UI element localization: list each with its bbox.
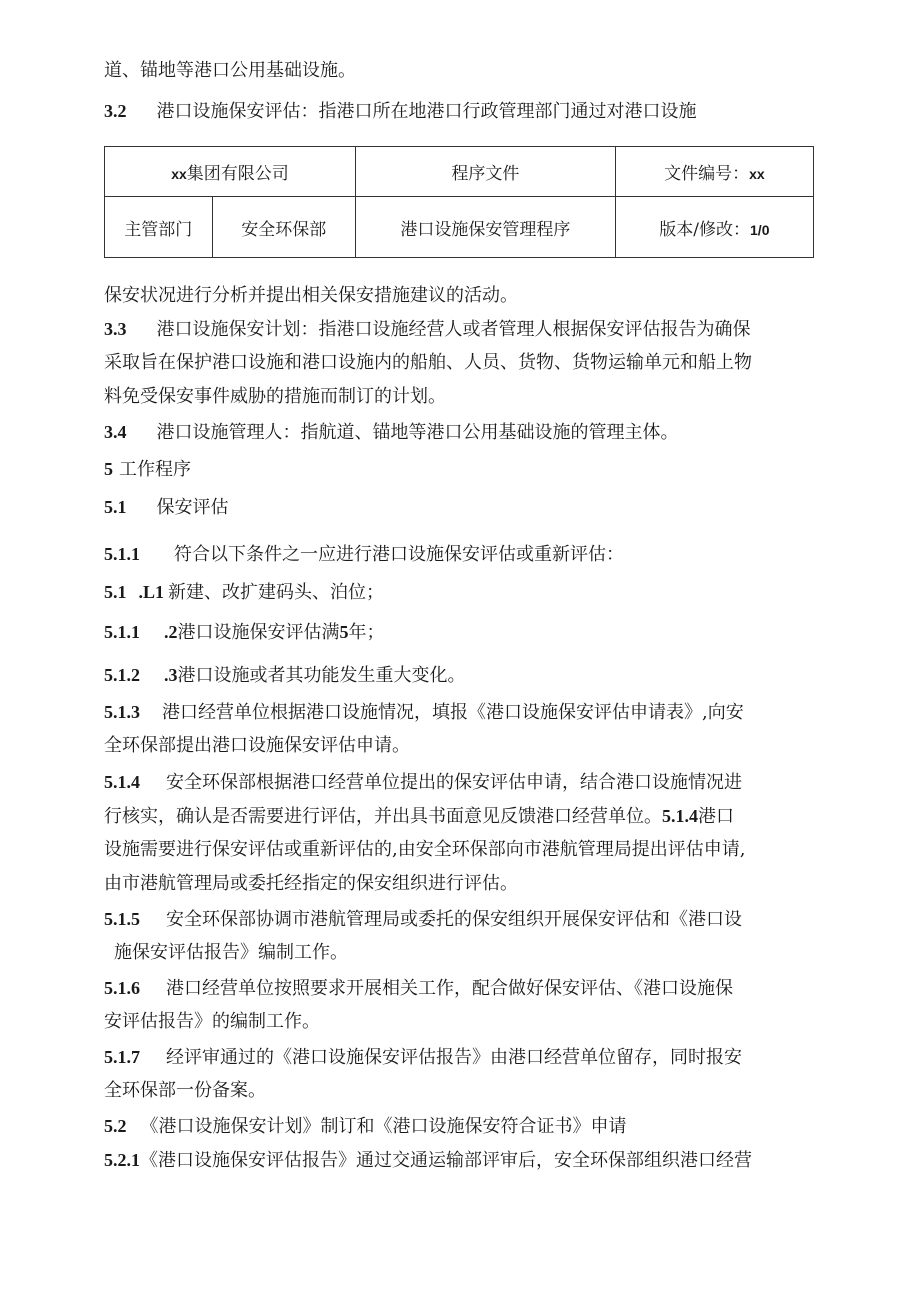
section-5-1-5 bbox=[104, 906, 742, 933]
doc-number-cell bbox=[615, 147, 813, 197]
paragraph-line bbox=[104, 803, 734, 830]
section-number-suffix: .L1 bbox=[138, 582, 165, 602]
section-number: 5.1.4 bbox=[662, 806, 698, 826]
section-text: 港口设施管理人：指航道、锚地等港口公用基础设施的管理主体。 bbox=[156, 422, 679, 443]
doc-title-cell: 港口设施保安管理程序 bbox=[355, 197, 615, 258]
paragraph-line: 道、锚地等港口公用基础设施。 bbox=[104, 60, 356, 81]
section-number: 3.3 bbox=[104, 319, 127, 339]
section-5-1-6 bbox=[104, 975, 733, 1002]
section-number: 5.1.1 bbox=[104, 544, 140, 564]
paragraph-line: 施保安评估报告》编制工作。 bbox=[114, 942, 348, 963]
section-text: 港口 bbox=[698, 806, 734, 827]
section-text: 港口设施或者其功能发生重大变化。 bbox=[177, 665, 466, 686]
section-text: 安全环保部协调市港航管理局或委托的保安组织开展保安评估和《港口设 bbox=[166, 909, 742, 930]
section-number: 5.1 bbox=[104, 497, 127, 517]
section-3-2 bbox=[104, 98, 697, 125]
section-number: 5.1 bbox=[104, 582, 127, 602]
section-5 bbox=[104, 456, 191, 483]
section-number: 5.1.7 bbox=[104, 1047, 140, 1067]
paragraph-line: 安评估报告》的编制工作。 bbox=[104, 1011, 320, 1032]
paragraph-line: 由市港航管理局或委托经指定的保安组织进行评估。 bbox=[104, 873, 518, 894]
section-5-1 bbox=[104, 494, 229, 521]
section-number: 5.1.3 bbox=[104, 702, 140, 722]
doc-type-cell: 程序文件 bbox=[355, 147, 615, 197]
section-5-1-1 bbox=[104, 541, 624, 568]
section-text: 港口设施保安评估：指港口所在地港口行政管理部门通过对港口设施 bbox=[156, 101, 697, 122]
section-text: 年； bbox=[348, 622, 385, 643]
section-text: 行核实，确认是否需要进行评估，并出具书面意见反馈港口经营单位。 bbox=[104, 806, 662, 827]
paragraph-line: 设施需要进行保安评估或重新评估的,由安全环保部向市港航管理局提出评估申请, bbox=[104, 839, 746, 860]
section-number: 5.1.2 bbox=[104, 665, 140, 685]
section-text: 《港口设施保安评估报告》通过交通运输部评审后，安全环保部组织港口经营 bbox=[140, 1150, 752, 1171]
inline-number: 5 bbox=[339, 622, 349, 642]
company-suffix: 集团有限公司 bbox=[186, 164, 289, 184]
paragraph-line: 料免受保安事件威胁的措施而制订的计划。 bbox=[104, 386, 446, 407]
section-number: 3.2 bbox=[104, 101, 127, 121]
section-text: 安全环保部根据港口经营单位提出的保安评估申请，结合港口设施情况进 bbox=[166, 772, 742, 793]
section-text: 新建、改扩建码头、泊位； bbox=[168, 582, 385, 603]
dept-value-cell: 安全环保部 bbox=[212, 197, 355, 258]
section-text: 符合以下条件之一应进行港口设施保安评估或重新评估： bbox=[174, 544, 624, 565]
section-number: 5.1.6 bbox=[104, 978, 140, 998]
paragraph-line: 采取旨在保护港口设施和港口设施内的船舶、人员、货物、货物运输单元和船上物 bbox=[104, 352, 752, 373]
section-text: 港口经营单位按照要求开展相关工作，配合做好保安评估、《港口设施保 bbox=[166, 978, 733, 999]
section-5-1-1-1 bbox=[104, 579, 384, 606]
section-5-1-2-3 bbox=[104, 662, 466, 689]
section-5-1-7 bbox=[104, 1044, 742, 1071]
section-5-2-1 bbox=[104, 1147, 752, 1174]
company-name-cell bbox=[105, 147, 356, 197]
section-number: 5.1.4 bbox=[104, 772, 140, 792]
company-prefix: xx bbox=[171, 166, 187, 182]
section-5-2 bbox=[104, 1113, 627, 1140]
section-text: 港口经营单位根据港口设施情况，填报《港口设施保安评估申请表》,向安 bbox=[162, 702, 744, 723]
section-number: 5.2.1 bbox=[104, 1150, 140, 1170]
version-cell bbox=[615, 197, 813, 258]
section-number: 5.1.1 bbox=[104, 622, 140, 642]
section-number-suffix: .2 bbox=[164, 622, 178, 642]
section-text: 经评审通过的《港口设施保安评估报告》由港口经营单位留存，同时报安 bbox=[166, 1047, 742, 1068]
section-3-4 bbox=[104, 419, 679, 446]
section-text: 港口设施保安计划：指港口设施经营人或者管理人根据保安评估报告为确保 bbox=[156, 319, 751, 340]
document-header-table bbox=[104, 146, 814, 258]
section-number: 5.2 bbox=[104, 1116, 127, 1136]
section-number-suffix: .3 bbox=[164, 665, 178, 685]
section-3-3 bbox=[104, 316, 751, 343]
section-text: 工作程序 bbox=[119, 459, 191, 480]
section-number: 5.1.5 bbox=[104, 909, 140, 929]
version-label: 版本/修改： bbox=[659, 219, 751, 240]
section-5-1-1-2 bbox=[104, 619, 385, 646]
dept-label-cell: 主管部门 bbox=[105, 197, 213, 258]
section-number: 5 bbox=[104, 459, 113, 479]
section-text: 港口设施保安评估满 bbox=[177, 622, 340, 643]
paragraph-line: 全环保部一份备案。 bbox=[104, 1080, 266, 1101]
paragraph-line: 保安状况进行分析并提出相关保安措施建议的活动。 bbox=[104, 285, 518, 306]
doc-number-value: xx bbox=[749, 166, 765, 182]
doc-number-label: 文件编号： bbox=[664, 164, 750, 184]
section-text: 《港口设施保安计划》制订和《港口设施保安符合证书》申请 bbox=[140, 1116, 627, 1137]
section-text: 保安评估 bbox=[156, 497, 229, 518]
paragraph-line: 全环保部提出港口设施保安评估申请。 bbox=[104, 735, 410, 756]
version-value: 1/0 bbox=[750, 221, 770, 238]
section-number: 3.4 bbox=[104, 422, 127, 442]
section-5-1-4 bbox=[104, 769, 742, 796]
section-5-1-3 bbox=[104, 699, 744, 726]
